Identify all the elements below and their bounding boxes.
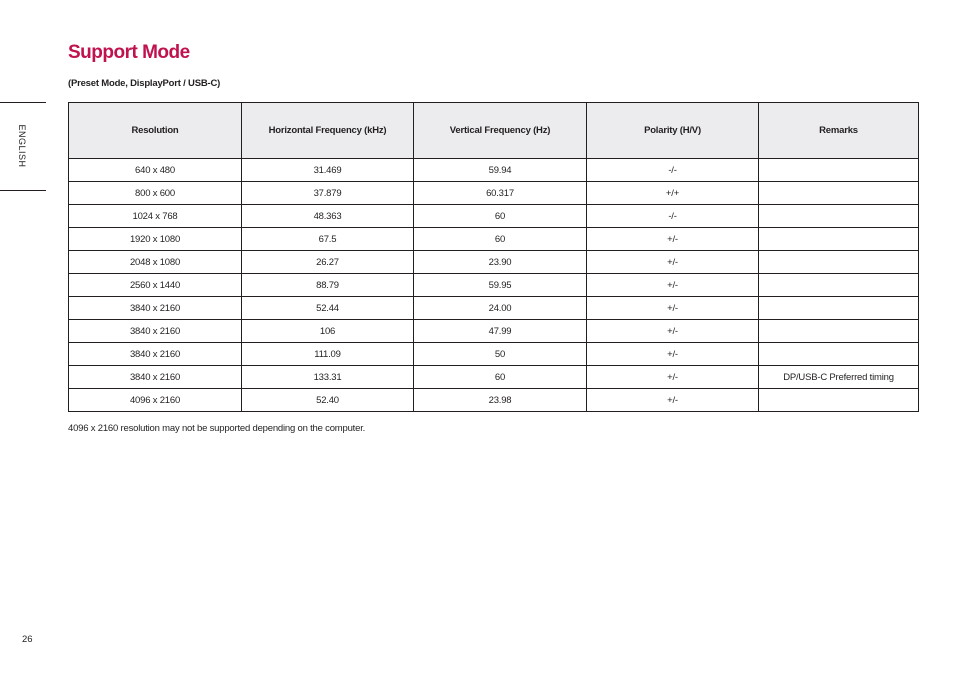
- cell-horizontal-frequency: 52.44: [242, 297, 414, 320]
- cell-vertical-frequency: 59.94: [414, 159, 587, 182]
- cell-remarks: DP/USB-C Preferred timing: [759, 366, 919, 389]
- cell-vertical-frequency: 23.98: [414, 389, 587, 412]
- cell-horizontal-frequency: 67.5: [242, 228, 414, 251]
- cell-remarks: [759, 228, 919, 251]
- cell-remarks: [759, 159, 919, 182]
- cell-horizontal-frequency: 26.27: [242, 251, 414, 274]
- table-row: [69, 297, 919, 320]
- cell-remarks: [759, 320, 919, 343]
- cell-polarity: +/-: [587, 297, 759, 320]
- header-remarks: Remarks: [759, 103, 919, 159]
- cell-resolution: 2560 x 1440: [69, 274, 242, 297]
- cell-vertical-frequency: 60: [414, 205, 587, 228]
- table-row: [69, 274, 919, 297]
- table-row: [69, 228, 919, 251]
- cell-resolution: 3840 x 2160: [69, 320, 242, 343]
- cell-vertical-frequency: 59.95: [414, 274, 587, 297]
- cell-resolution: 3840 x 2160: [69, 343, 242, 366]
- cell-resolution: 4096 x 2160: [69, 389, 242, 412]
- table-row: [69, 320, 919, 343]
- table-row: [69, 389, 919, 412]
- cell-remarks: [759, 389, 919, 412]
- page-title: Support Mode: [68, 42, 190, 63]
- cell-resolution: 3840 x 2160: [69, 297, 242, 320]
- table-row: [69, 182, 919, 205]
- cell-vertical-frequency: 47.99: [414, 320, 587, 343]
- table-header-row: [69, 103, 919, 159]
- cell-horizontal-frequency: 88.79: [242, 274, 414, 297]
- cell-resolution: 3840 x 2160: [69, 366, 242, 389]
- cell-remarks: [759, 182, 919, 205]
- table-row: [69, 343, 919, 366]
- cell-polarity: +/-: [587, 274, 759, 297]
- header-horizontal-frequency: Horizontal Frequency (kHz): [242, 103, 414, 159]
- cell-vertical-frequency: 60.317: [414, 182, 587, 205]
- side-divider-bottom: [0, 190, 46, 191]
- cell-remarks: [759, 343, 919, 366]
- table-row: [69, 159, 919, 182]
- cell-polarity: +/-: [587, 320, 759, 343]
- cell-vertical-frequency: 50: [414, 343, 587, 366]
- cell-vertical-frequency: 24.00: [414, 297, 587, 320]
- cell-horizontal-frequency: 106: [242, 320, 414, 343]
- cell-polarity: -/-: [587, 159, 759, 182]
- cell-horizontal-frequency: 52.40: [242, 389, 414, 412]
- header-resolution: Resolution: [69, 103, 242, 159]
- cell-horizontal-frequency: 111.09: [242, 343, 414, 366]
- cell-polarity: +/-: [587, 251, 759, 274]
- cell-horizontal-frequency: 37.879: [242, 182, 414, 205]
- header-polarity: Polarity (H/V): [587, 103, 759, 159]
- cell-resolution: 640 x 480: [69, 159, 242, 182]
- cell-polarity: +/-: [587, 228, 759, 251]
- support-mode-table: [68, 102, 919, 412]
- table-row: [69, 366, 919, 389]
- cell-horizontal-frequency: 31.469: [242, 159, 414, 182]
- cell-remarks: [759, 274, 919, 297]
- cell-vertical-frequency: 60: [414, 366, 587, 389]
- resolution-footnote: 4096 x 2160 resolution may not be supported depending on the computer.: [68, 423, 366, 434]
- cell-remarks: [759, 297, 919, 320]
- cell-vertical-frequency: 23.90: [414, 251, 587, 274]
- cell-polarity: +/+: [587, 182, 759, 205]
- cell-remarks: [759, 205, 919, 228]
- cell-remarks: [759, 251, 919, 274]
- cell-vertical-frequency: 60: [414, 228, 587, 251]
- side-divider-top: [0, 102, 46, 103]
- cell-resolution: 2048 x 1080: [69, 251, 242, 274]
- cell-horizontal-frequency: 48.363: [242, 205, 414, 228]
- cell-polarity: +/-: [587, 343, 759, 366]
- cell-polarity: +/-: [587, 366, 759, 389]
- table-row: [69, 205, 919, 228]
- page-number: 26: [22, 634, 33, 645]
- cell-resolution: 1920 x 1080: [69, 228, 242, 251]
- cell-horizontal-frequency: 133.31: [242, 366, 414, 389]
- table-subtitle: (Preset Mode, DisplayPort / USB-C): [68, 78, 221, 89]
- header-vertical-frequency: Vertical Frequency (Hz): [414, 103, 587, 159]
- table-row: [69, 251, 919, 274]
- language-side-label: ENGLISH: [17, 124, 27, 168]
- cell-polarity: -/-: [587, 205, 759, 228]
- cell-polarity: +/-: [587, 389, 759, 412]
- cell-resolution: 1024 x 768: [69, 205, 242, 228]
- cell-resolution: 800 x 600: [69, 182, 242, 205]
